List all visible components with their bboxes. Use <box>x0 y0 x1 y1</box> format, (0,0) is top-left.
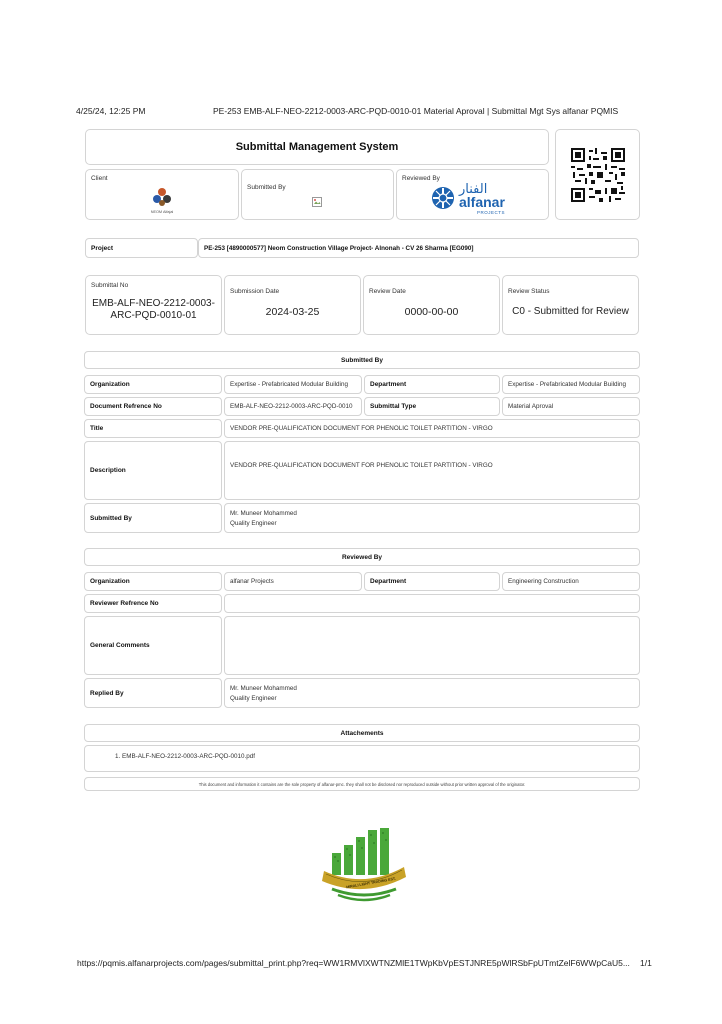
title-label-cell <box>84 419 222 438</box>
doc-ref-label: Document Refrence No <box>90 403 162 410</box>
submittal-type-value-cell <box>502 397 640 416</box>
attachments-list <box>84 745 640 772</box>
doc-ref-value-cell <box>224 397 362 416</box>
sub-dept-value-cell <box>502 375 640 394</box>
replied-by-label-cell <box>84 678 222 708</box>
project-label-cell <box>85 238 198 258</box>
doc-ref-label-cell <box>84 397 222 416</box>
alfanar-sub: PROJECTS <box>477 210 506 215</box>
sub-org-label: Organization <box>90 381 130 388</box>
disclaimer-text: This document and information it contains are the sole property of alfanar-pmc. they shall not be disclosed nor reproduced outside without prior written approval of the originator. <box>198 781 526 787</box>
submitted-by-box <box>241 169 394 220</box>
rev-org-label-cell <box>84 572 222 591</box>
reviewer-ref-label: Reviewer Refrence No <box>90 600 159 607</box>
reviewed-section-header <box>84 548 640 566</box>
neom-logo-icon <box>151 186 173 208</box>
rev-dept-label-cell <box>364 572 500 591</box>
alfanar-logo-icon <box>431 186 455 210</box>
project-value-cell <box>198 238 639 258</box>
submittal-type-label: Submittal Type <box>370 403 417 410</box>
system-title: Submittal Management System <box>235 141 399 153</box>
submittal-no-value: EMB-ALF-NEO-2212-0003-ARC-PQD-0010-01 <box>92 298 215 321</box>
comments-value-cell <box>224 616 640 675</box>
replier-role: Quality Engineer <box>230 694 277 702</box>
review-status-label: Review Status <box>508 288 550 295</box>
project-label: Project <box>91 244 114 252</box>
print-footer-url: https://pqmis.alfanarprojects.com/pages/submittal_print.php?req=WW1RMVlXWTNZMlE1TWpKbVpESTJNRE5pWlRSbFpUTmtZelF6WWpCaU5... <box>77 958 630 968</box>
reviewer-ref-value-cell <box>224 594 640 613</box>
alfanar-arabic: الفنار <box>459 182 488 197</box>
reviewed-by-box <box>396 169 549 220</box>
description-label-cell <box>84 441 222 500</box>
replied-by-value-cell <box>224 678 640 708</box>
print-footer-page: 1/1 <box>640 958 652 968</box>
reviewer-ref-label-cell <box>84 594 222 613</box>
submittal-no-box <box>85 275 222 335</box>
sub-org-value: Expertise - Prefabricated Modular Building <box>230 381 348 388</box>
replied-by-label: Replied By <box>90 689 124 697</box>
reviewed-section-title: Reviewed By <box>341 553 383 561</box>
print-page-title: PE-253 EMB-ALF-NEO-2212-0003-ARC-PQD-0010-01 Material Aproval | Submittal Mgt Sys alfanar PQMIS <box>213 106 619 116</box>
submitted-section-header <box>84 351 640 369</box>
review-date-value: 0000-00-00 <box>404 306 459 318</box>
submitted-by-row-label-cell <box>84 503 222 533</box>
rev-dept-value-cell <box>502 572 640 591</box>
doc-ref-value: EMB-ALF-NEO-2212-0003-ARC-PQD-0010 <box>230 403 353 410</box>
replier-name: Mr. Muneer Mohammed <box>230 684 297 692</box>
submittal-type-value: Material Aproval <box>508 403 554 410</box>
submitted-by-label: Submitted By <box>247 184 286 191</box>
client-label: Client <box>91 175 108 182</box>
qr-code-box <box>555 129 640 220</box>
rev-org-value-cell <box>224 572 362 591</box>
comments-label-cell <box>84 616 222 675</box>
comments-label: General Comments <box>90 642 150 649</box>
client-logo-text: NEOM Alfajal <box>150 210 174 214</box>
sub-org-label-cell <box>84 375 222 394</box>
client-box <box>85 169 239 220</box>
rev-org-label: Organization <box>90 578 130 585</box>
disclaimer-box <box>84 777 640 791</box>
submittal-type-label-cell <box>364 397 500 416</box>
submission-date-box <box>224 275 361 335</box>
description-value: VENDOR PRE-QUALIFICATION DOCUMENT FOR PHENOLIC TOILET PARTITION - VIRGO <box>230 462 493 469</box>
description-label: Description <box>90 467 126 474</box>
system-title-box <box>85 129 549 165</box>
review-date-label: Review Date <box>369 288 406 295</box>
submitted-section-title: Submitted By <box>341 356 383 364</box>
review-date-box <box>363 275 500 335</box>
qr-code-icon <box>571 148 625 202</box>
submission-date-value: 2024-03-25 <box>265 306 320 318</box>
submittal-no-label: Submittal No <box>91 282 129 289</box>
submitter-role: Quality Engineer <box>230 519 277 527</box>
submission-date-label: Submission Date <box>230 288 280 295</box>
attachments-title: Attachements <box>340 729 384 737</box>
print-datetime: 4/25/24, 12:25 PM <box>76 106 146 116</box>
stamp-ribbon-text: MIRALI LIGHT TRADING EST. <box>345 876 397 890</box>
rev-org-value: alfanar Projects <box>230 578 274 585</box>
attachments-header <box>84 724 640 742</box>
review-status-value: C0 - Submitted for Review <box>512 306 629 317</box>
review-status-box <box>502 275 639 335</box>
submitted-by-value-cell <box>224 503 640 533</box>
submitted-by-row-label: Submitted By <box>90 514 132 522</box>
rev-dept-value: Engineering Construction <box>508 578 579 585</box>
reviewed-by-label: Reviewed By <box>402 175 440 182</box>
submitter-name: Mr. Muneer Mohammed <box>230 509 297 517</box>
title-value: VENDOR PRE-QUALIFICATION DOCUMENT FOR PHENOLIC TOILET PARTITION - VIRGO <box>230 425 493 432</box>
sub-dept-value: Expertise - Prefabricated Modular Building <box>508 381 626 388</box>
sub-dept-label-cell <box>364 375 500 394</box>
description-value-cell <box>224 441 640 500</box>
title-value-cell <box>224 419 640 438</box>
broken-image-icon <box>312 197 322 207</box>
sub-org-value-cell <box>224 375 362 394</box>
attachment-link[interactable]: 1. EMB-ALF-NEO-2212-0003-ARC-PQD-0010.pdf <box>115 753 255 760</box>
sub-dept-label: Department <box>370 381 407 388</box>
alfanar-name: alfanar <box>459 194 505 210</box>
project-value: PE-253 [4890000577] Neom Construction Village Project- Alnonah - CV 26 Sharma [EG090] <box>204 244 474 252</box>
company-stamp-logo <box>318 827 410 907</box>
rev-dept-label: Department <box>370 578 407 585</box>
title-label: Title <box>90 425 104 432</box>
